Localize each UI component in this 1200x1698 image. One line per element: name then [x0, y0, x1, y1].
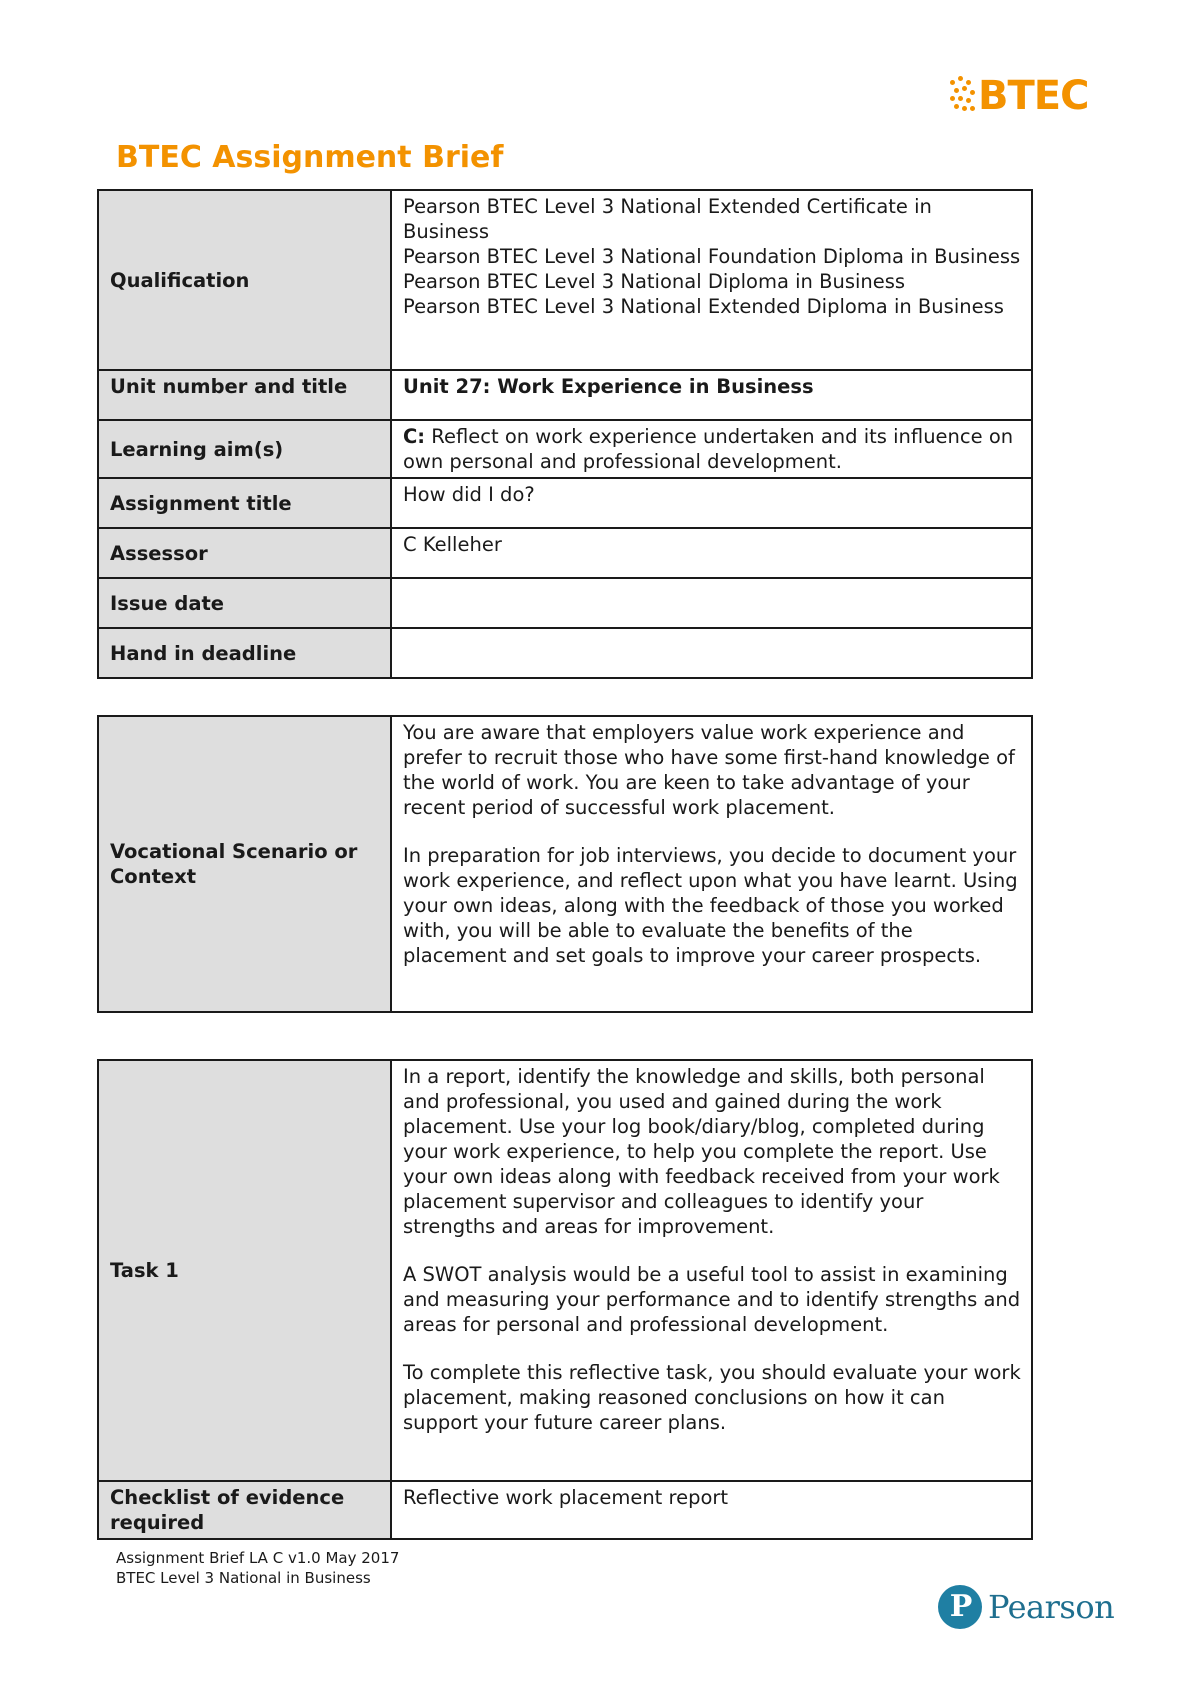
learning-aim-value — [391, 420, 1032, 478]
scenario-label: Vocational Scenario or Context — [98, 716, 391, 1012]
task-paragraph: A SWOT analysis would be a useful tool to assist in examining and measuring your performance and to identify strengths and areas for personal and professional development. — [403, 1263, 1021, 1336]
qualification-line: Pearson BTEC Level 3 National Extended Diploma in Business — [403, 295, 1004, 318]
learning-aim-row — [98, 420, 1032, 478]
learning-aim-prefix: C: — [403, 425, 426, 448]
assessor-row — [98, 528, 1032, 578]
btec-dots-icon — [948, 74, 978, 118]
task-row — [98, 1060, 1032, 1481]
assignment-title-label: Assignment title — [98, 478, 391, 528]
learning-aim-label: Learning aim(s) — [98, 420, 391, 478]
footer-version: Assignment Brief LA C v1.0 May 2017 — [116, 1549, 400, 1567]
deadline-value — [391, 628, 1032, 678]
issue-date-row — [98, 578, 1032, 628]
btec-logo — [948, 70, 1088, 122]
issue-date-label: Issue date — [98, 578, 391, 628]
task-label: Task 1 — [98, 1060, 391, 1481]
footer-qualification: BTEC Level 3 National in Business — [116, 1569, 371, 1587]
checklist-label: Checklist of evidence required — [98, 1481, 391, 1539]
scenario-table — [97, 715, 1033, 1013]
unit-label: Unit number and title — [98, 370, 391, 420]
task-value — [391, 1060, 1032, 1481]
checklist-row — [98, 1481, 1032, 1539]
deadline-row — [98, 628, 1032, 678]
scenario-paragraph: In preparation for job interviews, you decide to document your work experience, and reflect upon what you have learnt. Using your own ideas, along with the feedback of those you worked with, you will be able to evaluate the benefits of the placement and set goals to improve your career prospects. — [403, 844, 1018, 967]
pearson-logo — [938, 1585, 1114, 1629]
details-table — [97, 189, 1033, 679]
page-title: BTEC Assignment Brief — [116, 140, 504, 175]
deadline-label: Hand in deadline — [98, 628, 391, 678]
qualification-line: Pearson BTEC Level 3 National Foundation Diploma in Business — [403, 245, 1021, 268]
qualification-label: Qualification — [98, 190, 391, 370]
checklist-value: Reflective work placement report — [391, 1481, 1032, 1539]
learning-aim-text: Reflect on work experience undertaken and its influence on own personal and professional development. — [403, 425, 1014, 473]
qualification-line: Pearson BTEC Level 3 National Diploma in Business — [403, 270, 906, 293]
task-paragraph: In a report, identify the knowledge and skills, both personal and professional, you used and gained during the work placement. Use your log book/diary/blog, completed during your work experience, to help you complete the report. Use your own ideas along with feedback received from your work placement supervisor and colleagues to identify your strengths and areas for improvement. — [403, 1065, 1000, 1238]
task-table — [97, 1059, 1033, 1540]
btec-wordmark: BTEC — [978, 73, 1089, 119]
qualification-value — [391, 190, 1032, 370]
assignment-title-row — [98, 478, 1032, 528]
assessor-value: C Kelleher — [391, 528, 1032, 578]
pearson-p-icon: P — [938, 1585, 982, 1629]
scenario-value — [391, 716, 1032, 1012]
unit-row — [98, 370, 1032, 420]
footer — [116, 1548, 399, 1588]
assessor-label: Assessor — [98, 528, 391, 578]
unit-value: Unit 27: Work Experience in Business — [391, 370, 1032, 420]
assignment-title-value: How did I do? — [391, 478, 1032, 528]
issue-date-value — [391, 578, 1032, 628]
pearson-wordmark: Pearson — [988, 1588, 1115, 1626]
task-paragraph: To complete this reflective task, you should evaluate your work placement, making reasoned conclusions on how it can support your future career plans. — [403, 1361, 1021, 1434]
scenario-paragraph: You are aware that employers value work experience and prefer to recruit those who have some first-hand knowledge of the world of work. You are keen to take advantage of your recent period of successful work placement. — [403, 721, 1015, 819]
qualification-line: Pearson BTEC Level 3 National Extended Certificate in Business — [403, 195, 932, 243]
scenario-row — [98, 716, 1032, 1012]
qualification-row — [98, 190, 1032, 370]
